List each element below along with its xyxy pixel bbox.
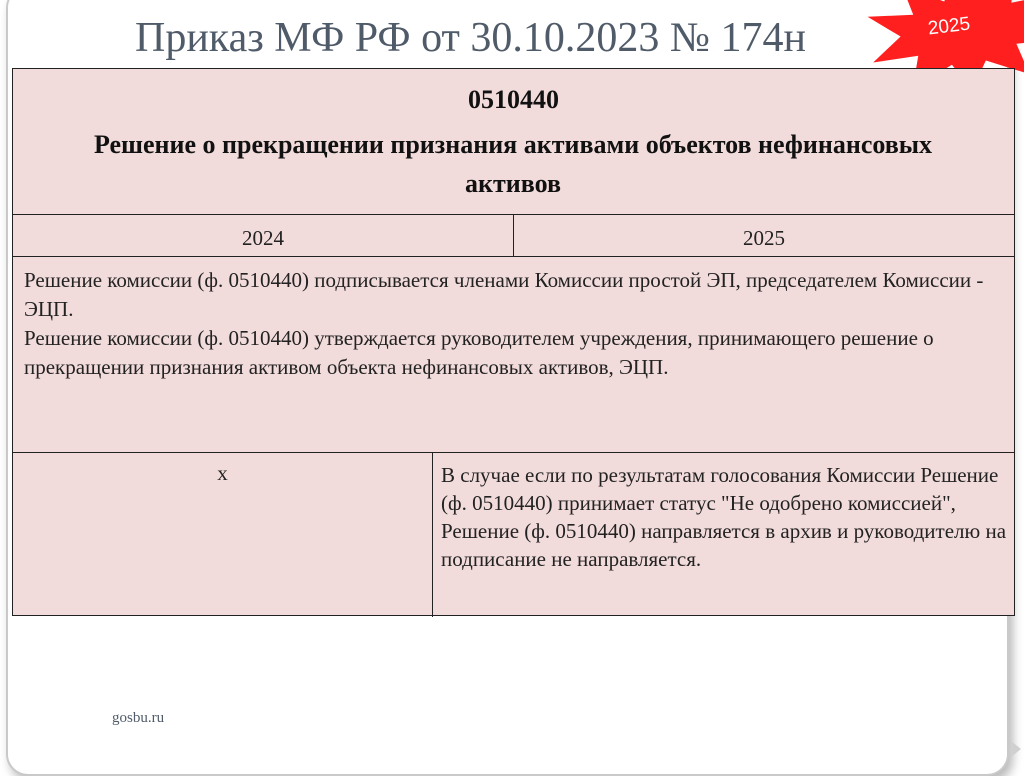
content-table <box>12 68 1015 616</box>
year-2024-header: 2024 <box>242 226 284 250</box>
form-code: 0510440 <box>468 85 559 114</box>
year-badge-label: 2025 <box>926 13 972 40</box>
rejection-note-text: В случае если по результатам голосования Комиссии Решение (ф. 0510440) принимает статус "Не одобрено комиссией", Решение (ф. 0510440) направляется в архив и руководителю на подписание не направляется. <box>441 463 1007 571</box>
table-column-divider <box>432 452 433 617</box>
signing-rules-text: Решение комиссии (ф. 0510440) подписывается членами Комиссии простой ЭП, председателем Комиссии - ЭЦП. Решение комиссии (ф. 0510440) утверждается руководителем учреждения, принимающего решение о прекращении признания активом объекта нефинансовых активов, ЭЦП. <box>24 268 984 379</box>
empty-cell-mark: x <box>217 461 228 485</box>
slide-title: Приказ МФ РФ от 30.10.2023 № 174н <box>135 15 806 61</box>
footer-source: gosbu.ru <box>112 710 165 726</box>
form-title: Решение о прекращении признания активами объектов нефинансовых активов <box>93 130 933 198</box>
table-divider <box>13 452 1014 453</box>
year-2025-header: 2025 <box>743 226 785 250</box>
next-slide-arrow-icon[interactable] <box>1011 741 1021 757</box>
table-divider <box>13 256 1014 257</box>
